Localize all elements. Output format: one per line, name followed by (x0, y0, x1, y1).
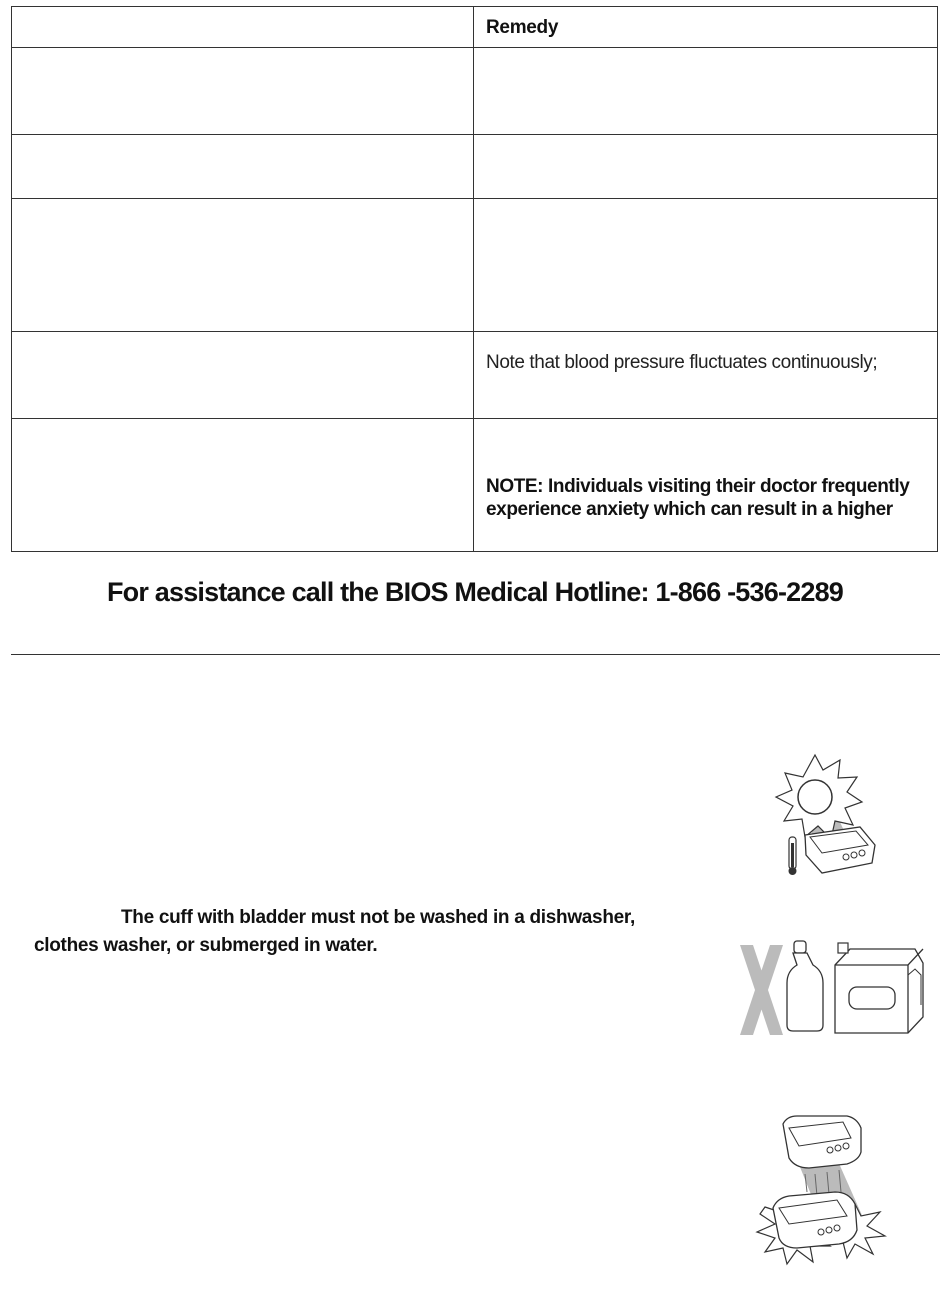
cell-remedy (474, 48, 938, 135)
no-solvents-icon (735, 935, 930, 1040)
table-row (12, 135, 938, 199)
section-divider (11, 654, 940, 655)
cell-remedy (474, 199, 938, 332)
cuff-warning (34, 904, 694, 960)
cell-problem (12, 419, 474, 552)
table-row (12, 48, 938, 135)
cell-remedy (474, 135, 938, 199)
cell-problem (12, 48, 474, 135)
table-row (12, 419, 938, 552)
cuff-warning-text: The cuff with bladder must not be washed in a dishwasher, clothes washer, or submerged in water. (34, 907, 635, 956)
table-row (12, 332, 938, 419)
cell-problem (12, 199, 474, 332)
anxiety-note: NOTE: Individuals visiting their doctor frequently experience anxiety which can result in a higher (486, 476, 910, 520)
table-header-row (12, 7, 938, 48)
cell-remedy (474, 419, 938, 552)
table-row (12, 199, 938, 332)
troubleshooting-table (11, 6, 938, 552)
cell-problem (12, 135, 474, 199)
sun-heat-icon (760, 745, 885, 880)
cell-remedy (474, 332, 938, 419)
header-problem (12, 7, 474, 48)
cell-problem (12, 332, 474, 419)
hotline-heading: For assistance call the BIOS Medical Hotline: 1-866 -536-2289 (106, 577, 844, 607)
drop-impact-icon (735, 1112, 895, 1272)
header-remedy: Remedy (474, 7, 938, 48)
fluctuation-note: Note that blood pressure fluctuates continuously; (486, 352, 878, 373)
